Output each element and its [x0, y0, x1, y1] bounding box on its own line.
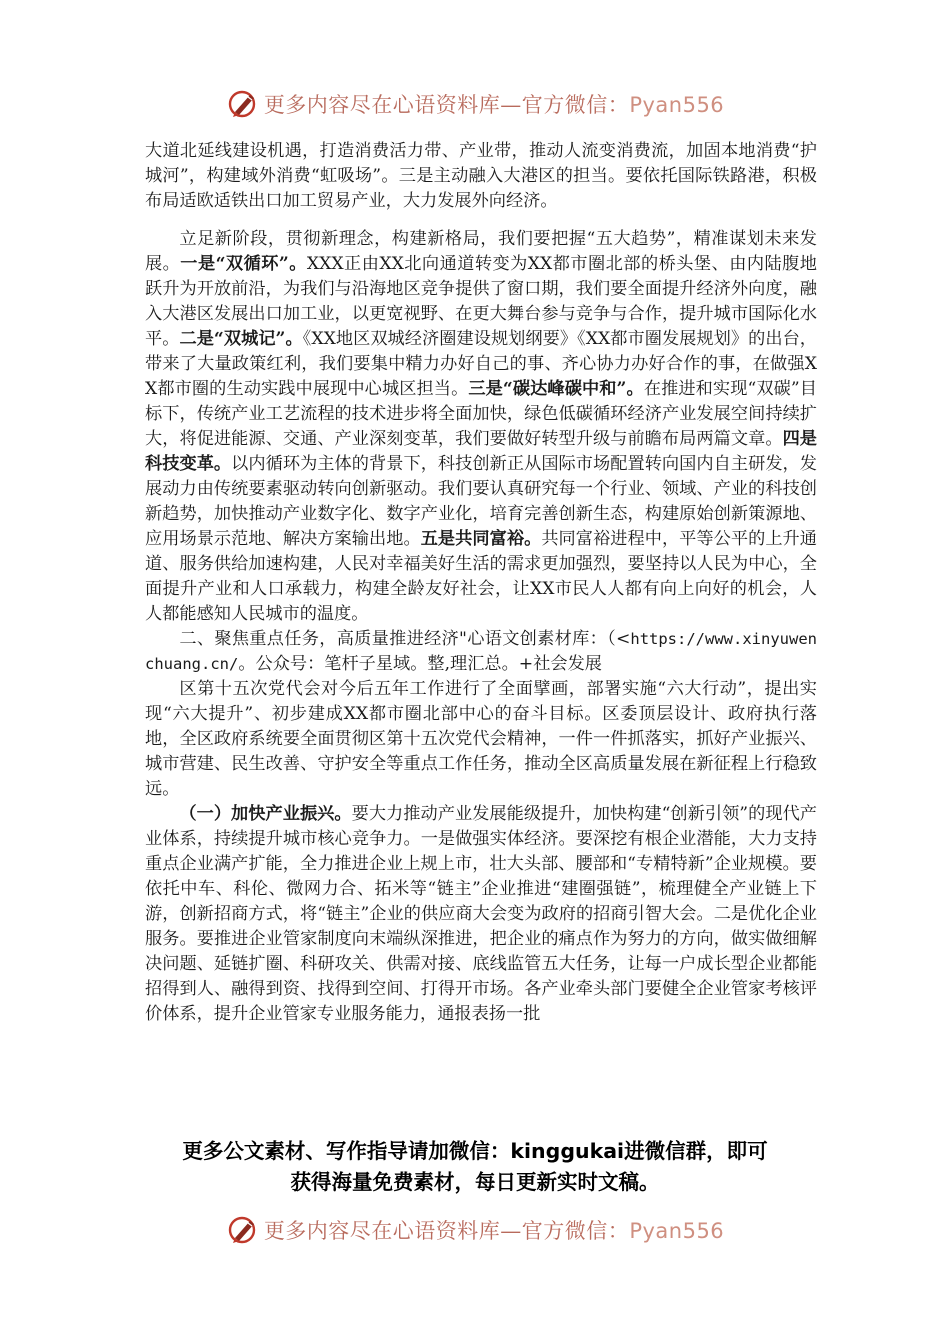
paragraph-five-trends: 立足新阶段，贯彻新理念，构建新格局，我们要把握“五大趋势”，精准谋划未来发展。一是“双循环”。XXX正由XX北向通道转变为XX都市圈北部的桥头堡、由内陆腹地跃升为开放前沿，为我们与沿海地区竞争提供了窗口期，我们要全面提升经济外向度，融入大港区发展出口加工业，以更宽视野、在更大舞台参与竞争与合作，提升城市国际化水平。二是“双城记”。《XX地区双城经济圈建设规划纲要》《XX都市圈发展规划》的出台，带来了大量政策红利，我们要集中精力办好自己的事、齐心协力办好合作的事，在做强XX都市圈的生动实践中展现中心城区担当。三是“碳达峰碳中和”。在推进和实现“双碳”目标下，传统产业工艺流程的技术进步将全面加快，绿色低碳循环经济产业发展空间持续扩大，将促进能源、交通、产业深刻变革，我们要做好转型升级与前瞻布局两篇文章。四是科技变革。以内循环为主体的背景下，科技创新正从国际市场配置转向国内自主研发，发展动力由传统要素驱动转向创新驱动。我们要认真研究每一个行业、领域、产业的科技创新趋势，加快推动产业数字化、数字产业化，培育完善创新生态，构建原始创新策源地、应用场景示范地、解决方案输出地。五是共同富裕。共同富裕进程中，平等公平的上升通道、服务供给加速构建，人民对幸福美好生活的需求更加强烈，要坚持以人民为中心，全面提升产业和人口承载力，构建全龄友好社会，让XX市民人人都有向上向好的机会，人人都能感知人民城市的温度。: [145, 229, 817, 624]
trend-1-title: 一是“双循环”。: [180, 254, 307, 274]
watermark-account: Pyan556: [629, 93, 725, 117]
paragraph-party-congress: 区第十五次党代会对今后五年工作进行了全面擘画，部署实施“六大行动”，提出实现“六大提升”、初步建成XX都市圈北部中心的奋斗目标。区委顶层设计、政府执行落地，全区政府系统要全面贯彻区第十五次党代会精神，一件一件抓落实，抓好产业振兴、城市营建、民生改善、守护安全等重点工作任务，推动全区高质量发展在新征程上行稳致远。: [145, 679, 817, 799]
trend-2-title: 二是“双城记”。: [179, 329, 303, 349]
trend-5-title: 五是共同富裕。: [420, 529, 542, 549]
subsection-title-1: （一）加快产业振兴。: [179, 804, 352, 824]
promo-notice: [0, 1136, 950, 1198]
watermark-account: Pyan556: [629, 1219, 725, 1243]
document-body: [145, 139, 817, 1027]
section-heading-2: 二、聚焦重点任务，高质量推进经济"心语文创素材库：（<https://www.xinyuwenchuang.cn/。公众号：笔杆子星域。整,理汇总。+社会发展: [145, 629, 817, 674]
promo-line-2: 获得海量免费素材，每日更新实时文稿。: [290, 1170, 660, 1194]
source-url: https://www.xinyuwenchuang.cn/: [145, 630, 817, 673]
pen-logo-icon: [226, 87, 260, 121]
watermark-footer: [0, 1208, 950, 1252]
watermark-text: 更多内容尽在心语资料库—官方微信：Pyan556: [263, 1219, 725, 1243]
trend-4-title: 四是科技变革。: [145, 429, 817, 474]
paragraph-1: 大道北延线建设机遇，打造消费活力带、产业带，推动人流变消费流，加固本地消费“护城河”，构建域外消费“虹吸场”。三是主动融入大港区的担当。要依托国际铁路港，积极布局适欧适铁出口加工贸易产业，大力发展外向经济。: [145, 141, 817, 211]
promo-line-1: 更多公文素材、写作指导请加微信：kinggukai进微信群，即可: [182, 1139, 768, 1163]
watermark-text: 更多内容尽在心语资料库—官方微信：Pyan556: [263, 93, 725, 117]
watermark-header: [0, 82, 950, 126]
paragraph-industry: （一）加快产业振兴。要大力推动产业发展能级提升，加快构建“创新引领”的现代产业体系，持续提升城市核心竞争力。一是做强实体经济。要深挖有根企业潜能，大力支持重点企业满产扩能，全力推进企业上规上市，壮大头部、腰部和“专精特新”企业规模。要依托中车、科伦、微网力合、拓米等“链主”企业推进“建圈强链”，梳理健全产业链上下游，创新招商方式，将“链主”企业的供应商大会变为政府的招商引智大会。二是优化企业服务。要推进企业管家制度向末端纵深推进，把企业的痛点作为努力的方向，做实做细解决问题、延链扩圈、科研攻关、供需对接、底线监管五大任务，让每一户成长型企业都能招得到人、融得到资、找得到空间、打得开市场。各产业牵头部门要健全企业管家考核评价体系，提升企业管家专业服务能力，通报表扬一批: [145, 804, 817, 1024]
pen-logo-icon: [226, 1213, 260, 1247]
trend-3-title: 三是“碳达峰碳中和”。: [468, 379, 644, 399]
